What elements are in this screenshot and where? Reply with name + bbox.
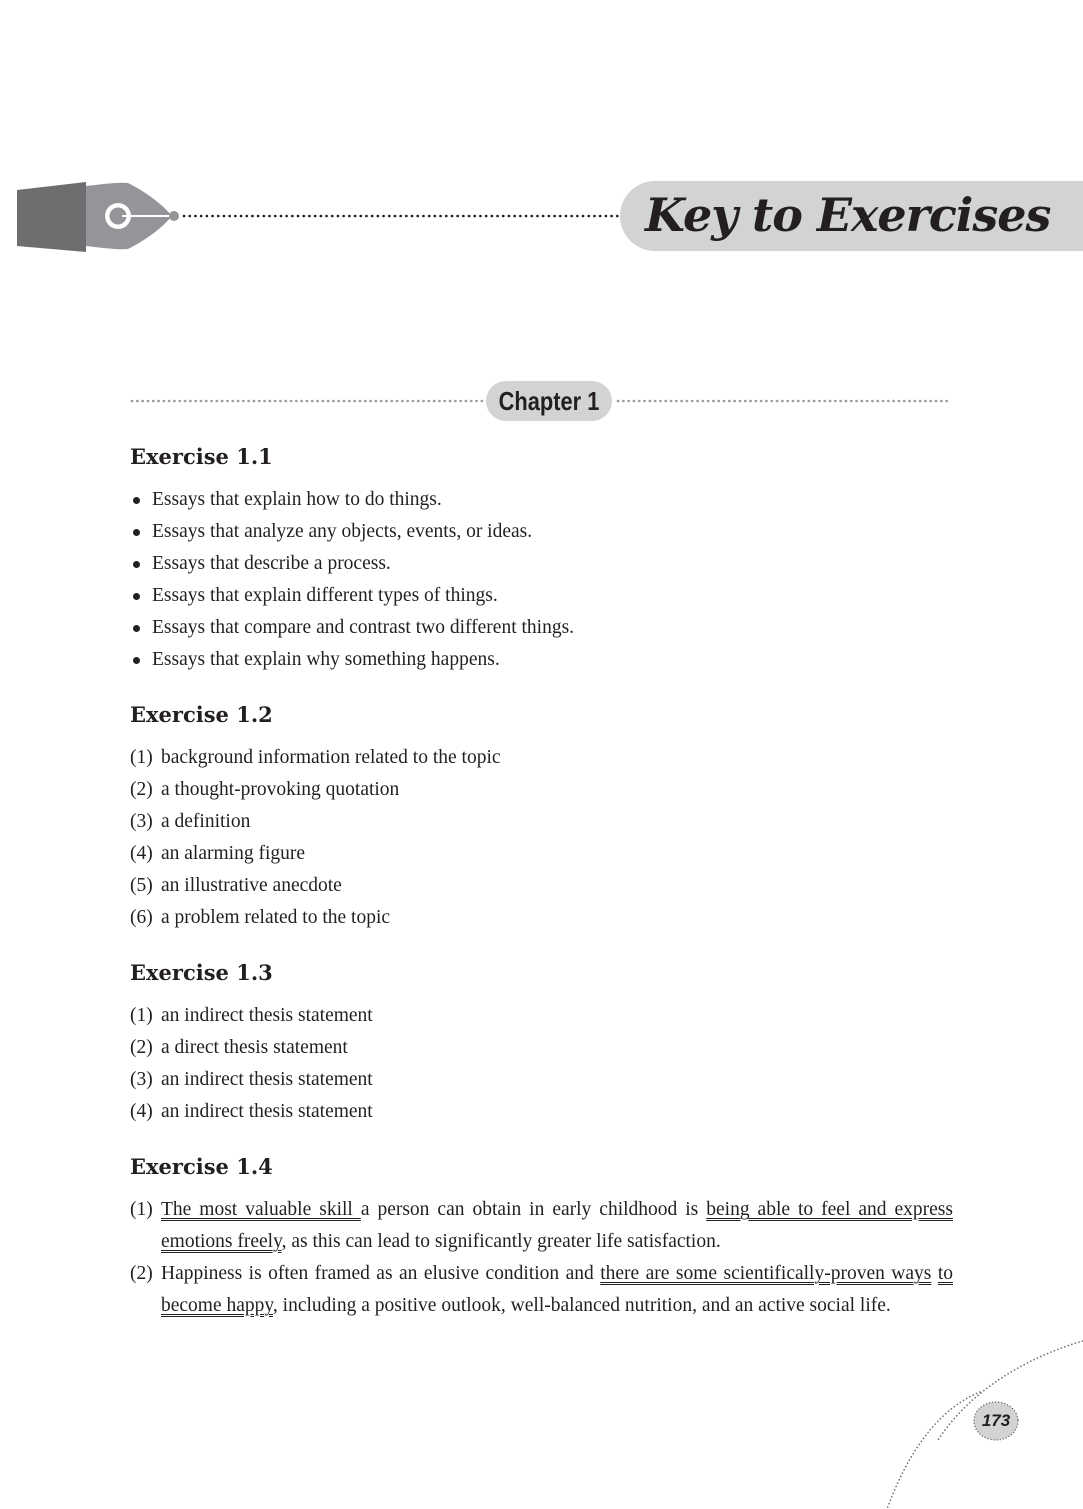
numbered-list	[130, 1000, 953, 1128]
item-text: background information related to the topic	[161, 747, 501, 768]
item-text: Essays that explain how to do things.	[152, 489, 442, 510]
item-text: Essays that analyze any objects, events, or ideas.	[152, 521, 533, 542]
bullet-icon	[133, 625, 140, 632]
bullet-icon	[133, 593, 140, 600]
paragraph-text: Happiness is often framed as an elusive condition and	[161, 1263, 601, 1284]
page-title: Key to Exercises	[645, 188, 1051, 242]
list-item	[130, 580, 953, 612]
list-item	[130, 838, 953, 870]
answer-paragraph	[130, 1258, 953, 1322]
item-text: an indirect thesis statement	[161, 1101, 373, 1122]
bullet-icon	[133, 657, 140, 664]
underlined-predicate: to become happy	[161, 1263, 953, 1316]
exercise-heading: Exercise 1.1	[130, 444, 273, 469]
list-item	[130, 644, 953, 676]
item-text: a thought-provoking quotation	[161, 779, 400, 800]
paragraph-list	[130, 1194, 953, 1322]
paragraph-text: , as this can lead to significantly greater life satisfaction.	[281, 1231, 721, 1252]
item-text: Essays that describe a process.	[152, 553, 391, 574]
numbered-list	[130, 742, 953, 934]
item-text: a problem related to the topic	[161, 907, 391, 928]
item-number: (5)	[130, 875, 153, 896]
list-item	[130, 484, 953, 516]
item-text: Essays that explain why something happens.	[152, 649, 500, 670]
item-text: an illustrative anecdote	[161, 875, 342, 896]
underlined-predicate: being able to feel and express emotions freely	[161, 1199, 953, 1252]
exercise-1-1	[130, 440, 953, 676]
list-item	[130, 774, 953, 806]
item-number: (4)	[130, 843, 153, 864]
bullet-icon	[133, 561, 140, 568]
list-item	[130, 902, 953, 934]
answer-key-content	[130, 440, 953, 1322]
exercise-1-3	[130, 956, 953, 1128]
item-number: (6)	[130, 907, 153, 928]
exercise-heading: Exercise 1.3	[130, 960, 273, 985]
list-item	[130, 612, 953, 644]
item-text: Essays that compare and contrast two different things.	[152, 617, 575, 638]
item-number: (2)	[130, 1037, 153, 1058]
item-number: (2)	[130, 1263, 153, 1284]
answer-paragraph	[130, 1194, 953, 1258]
item-number: (1)	[130, 1005, 153, 1026]
exercise-1-2	[130, 698, 953, 934]
list-item	[130, 548, 953, 580]
item-number: (1)	[130, 747, 153, 768]
item-number: (2)	[130, 779, 153, 800]
item-number: (3)	[130, 811, 153, 832]
item-number: (3)	[130, 1069, 153, 1090]
item-text: a direct thesis statement	[161, 1037, 348, 1058]
corner-curve-decoration	[860, 1330, 1083, 1509]
paragraph-text: a person can obtain in early childhood is	[360, 1199, 707, 1220]
exercise-heading: Exercise 1.4	[130, 1154, 273, 1179]
list-item	[130, 516, 953, 548]
item-text: Essays that explain different types of things.	[152, 585, 498, 606]
bullet-list	[130, 484, 953, 676]
list-item	[130, 1000, 953, 1032]
item-number: (4)	[130, 1101, 153, 1122]
list-item	[130, 742, 953, 774]
item-text: a definition	[161, 811, 251, 832]
item-text: an indirect thesis statement	[161, 1069, 373, 1090]
underlined-subject: there are some scientifically-proven ways	[600, 1263, 932, 1284]
list-item	[130, 1064, 953, 1096]
bullet-icon	[133, 529, 140, 536]
item-number: (1)	[130, 1199, 153, 1220]
list-item	[130, 806, 953, 838]
list-item	[130, 1096, 953, 1128]
exercise-1-4	[130, 1150, 953, 1322]
item-text: an indirect thesis statement	[161, 1005, 373, 1026]
list-item	[130, 870, 953, 902]
underlined-subject: The most valuable skill	[161, 1199, 361, 1220]
exercise-heading: Exercise 1.2	[130, 702, 273, 727]
bullet-icon	[133, 497, 140, 504]
item-text: an alarming figure	[161, 843, 306, 864]
chapter-label: Chapter 1	[498, 386, 600, 416]
paragraph-text: , including a positive outlook, well-balanced nutrition, and an active social life.	[272, 1295, 891, 1316]
page-number: 173	[981, 1411, 1011, 1430]
list-item	[130, 1032, 953, 1064]
